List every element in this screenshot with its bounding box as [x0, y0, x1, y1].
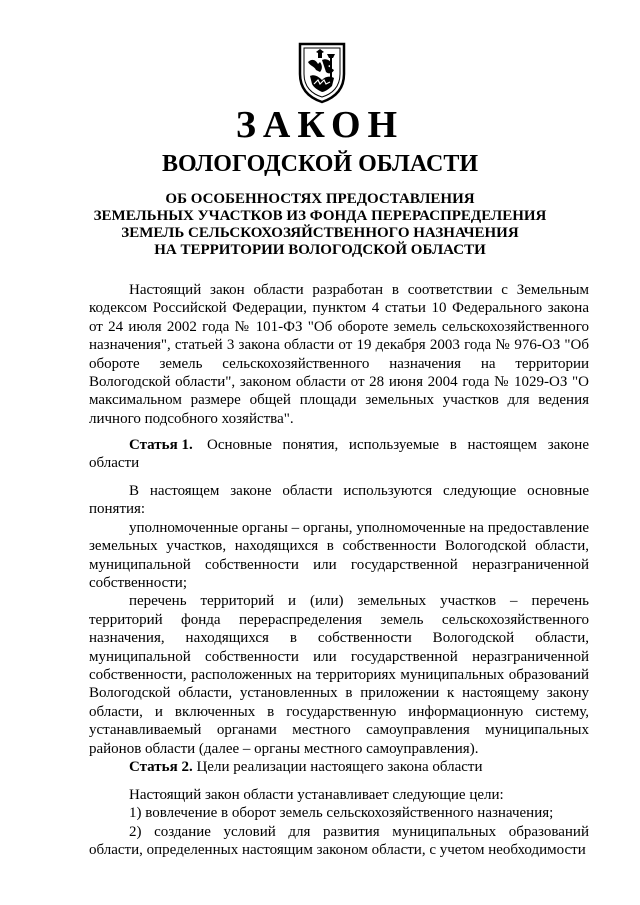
subject-line: НА ТЕРРИТОРИИ ВОЛОГОДСКОЙ ОБЛАСТИ [154, 242, 486, 258]
subject-line: ОБ ОСОБЕННОСТЯХ ПРЕДОСТАВЛЕНИЯ [165, 191, 475, 207]
article-2 [89, 758, 589, 776]
article-1-heading [89, 436, 589, 454]
subject-line: ЗЕМЕЛЬНЫХ УЧАСТКОВ ИЗ ФОНДА ПЕРЕРАСПРЕДЕЛЕНИЯ [93, 208, 547, 224]
region-name: ВОЛОГОДСКОЙ ОБЛАСТИ [161, 151, 479, 177]
article-2-title: Цели реализации настоящего закона области [196, 759, 483, 775]
subject-line: ЗЕМЕЛЬ СЕЛЬСКОХОЗЯЙСТВЕННОГО НАЗНАЧЕНИЯ [121, 225, 519, 241]
article-2-intro: Настоящий закон области устанавливает следующие цели: [129, 787, 504, 803]
article-1-title-cont: области [89, 455, 140, 472]
list-item: 2) создание условий для развития муниципальных образований области, определенных настоящим законом области, с учетом необходимости [89, 823, 589, 859]
article-2-heading [89, 758, 589, 776]
vologda-coat-of-arms-icon [296, 40, 348, 104]
preamble-paragraph: Настоящий закон области разработан в соответствии с Земельным кодексом Российской Федерации, пунктом 4 статьи 10 Федерального закона от 24 июля 2002 года № 101-ФЗ "Об обороте земель сельскохозяйственного назначения", статьей 3 закона области от 19 декабря 2003 года № 976-ОЗ "Об обороте земель сельскохозяйственного назначения на территории Вологодской области", законом области от 28 июня 2004 года № 1029-ОЗ "О максимальном размере общей площади земельных участков для ведения личного подсобного хозяйства". [89, 282, 589, 427]
article-1-body [89, 482, 589, 758]
article-2-label: Статья 2. [129, 759, 193, 775]
article-1-intro: В настоящем законе области используются следующие основные понятия: [89, 483, 589, 518]
list-item: 1) вовлечение в оборот земель сельскохозяйственного назначения; [129, 805, 554, 822]
preamble-block [89, 281, 589, 428]
article-1-title: Основные понятия, используемые в настоящем законе [207, 437, 589, 453]
article-1-label: Статья 1. [129, 437, 193, 453]
law-subject [0, 191, 640, 259]
article-1 [89, 436, 589, 473]
law-title: ЗАКОН [235, 104, 405, 146]
definition-paragraph: перечень территорий и (или) земельных участков – перечень территорий фонда перераспределения земель сельскохозяйственного назначения, находящихся в собственности Вологодской области, муниципальной собственности или государственной неразграниченной собственности, расположенных на территориях муниципальных образований Вологодской области, установленных в приложении к настоящему закону области, и включенных в государственную информационную систему, устанавливаемый органами местного самоуправления муниципальных районов области (далее – органы местного самоуправления). [89, 593, 589, 757]
definition-paragraph: уполномоченные органы – органы, уполномоченные на предоставление земельных участков, находящихся в собственности Вологодской области, муниципальной собственности или государственной неразграниченной собственности; [89, 519, 589, 592]
article-2-body [89, 786, 589, 860]
